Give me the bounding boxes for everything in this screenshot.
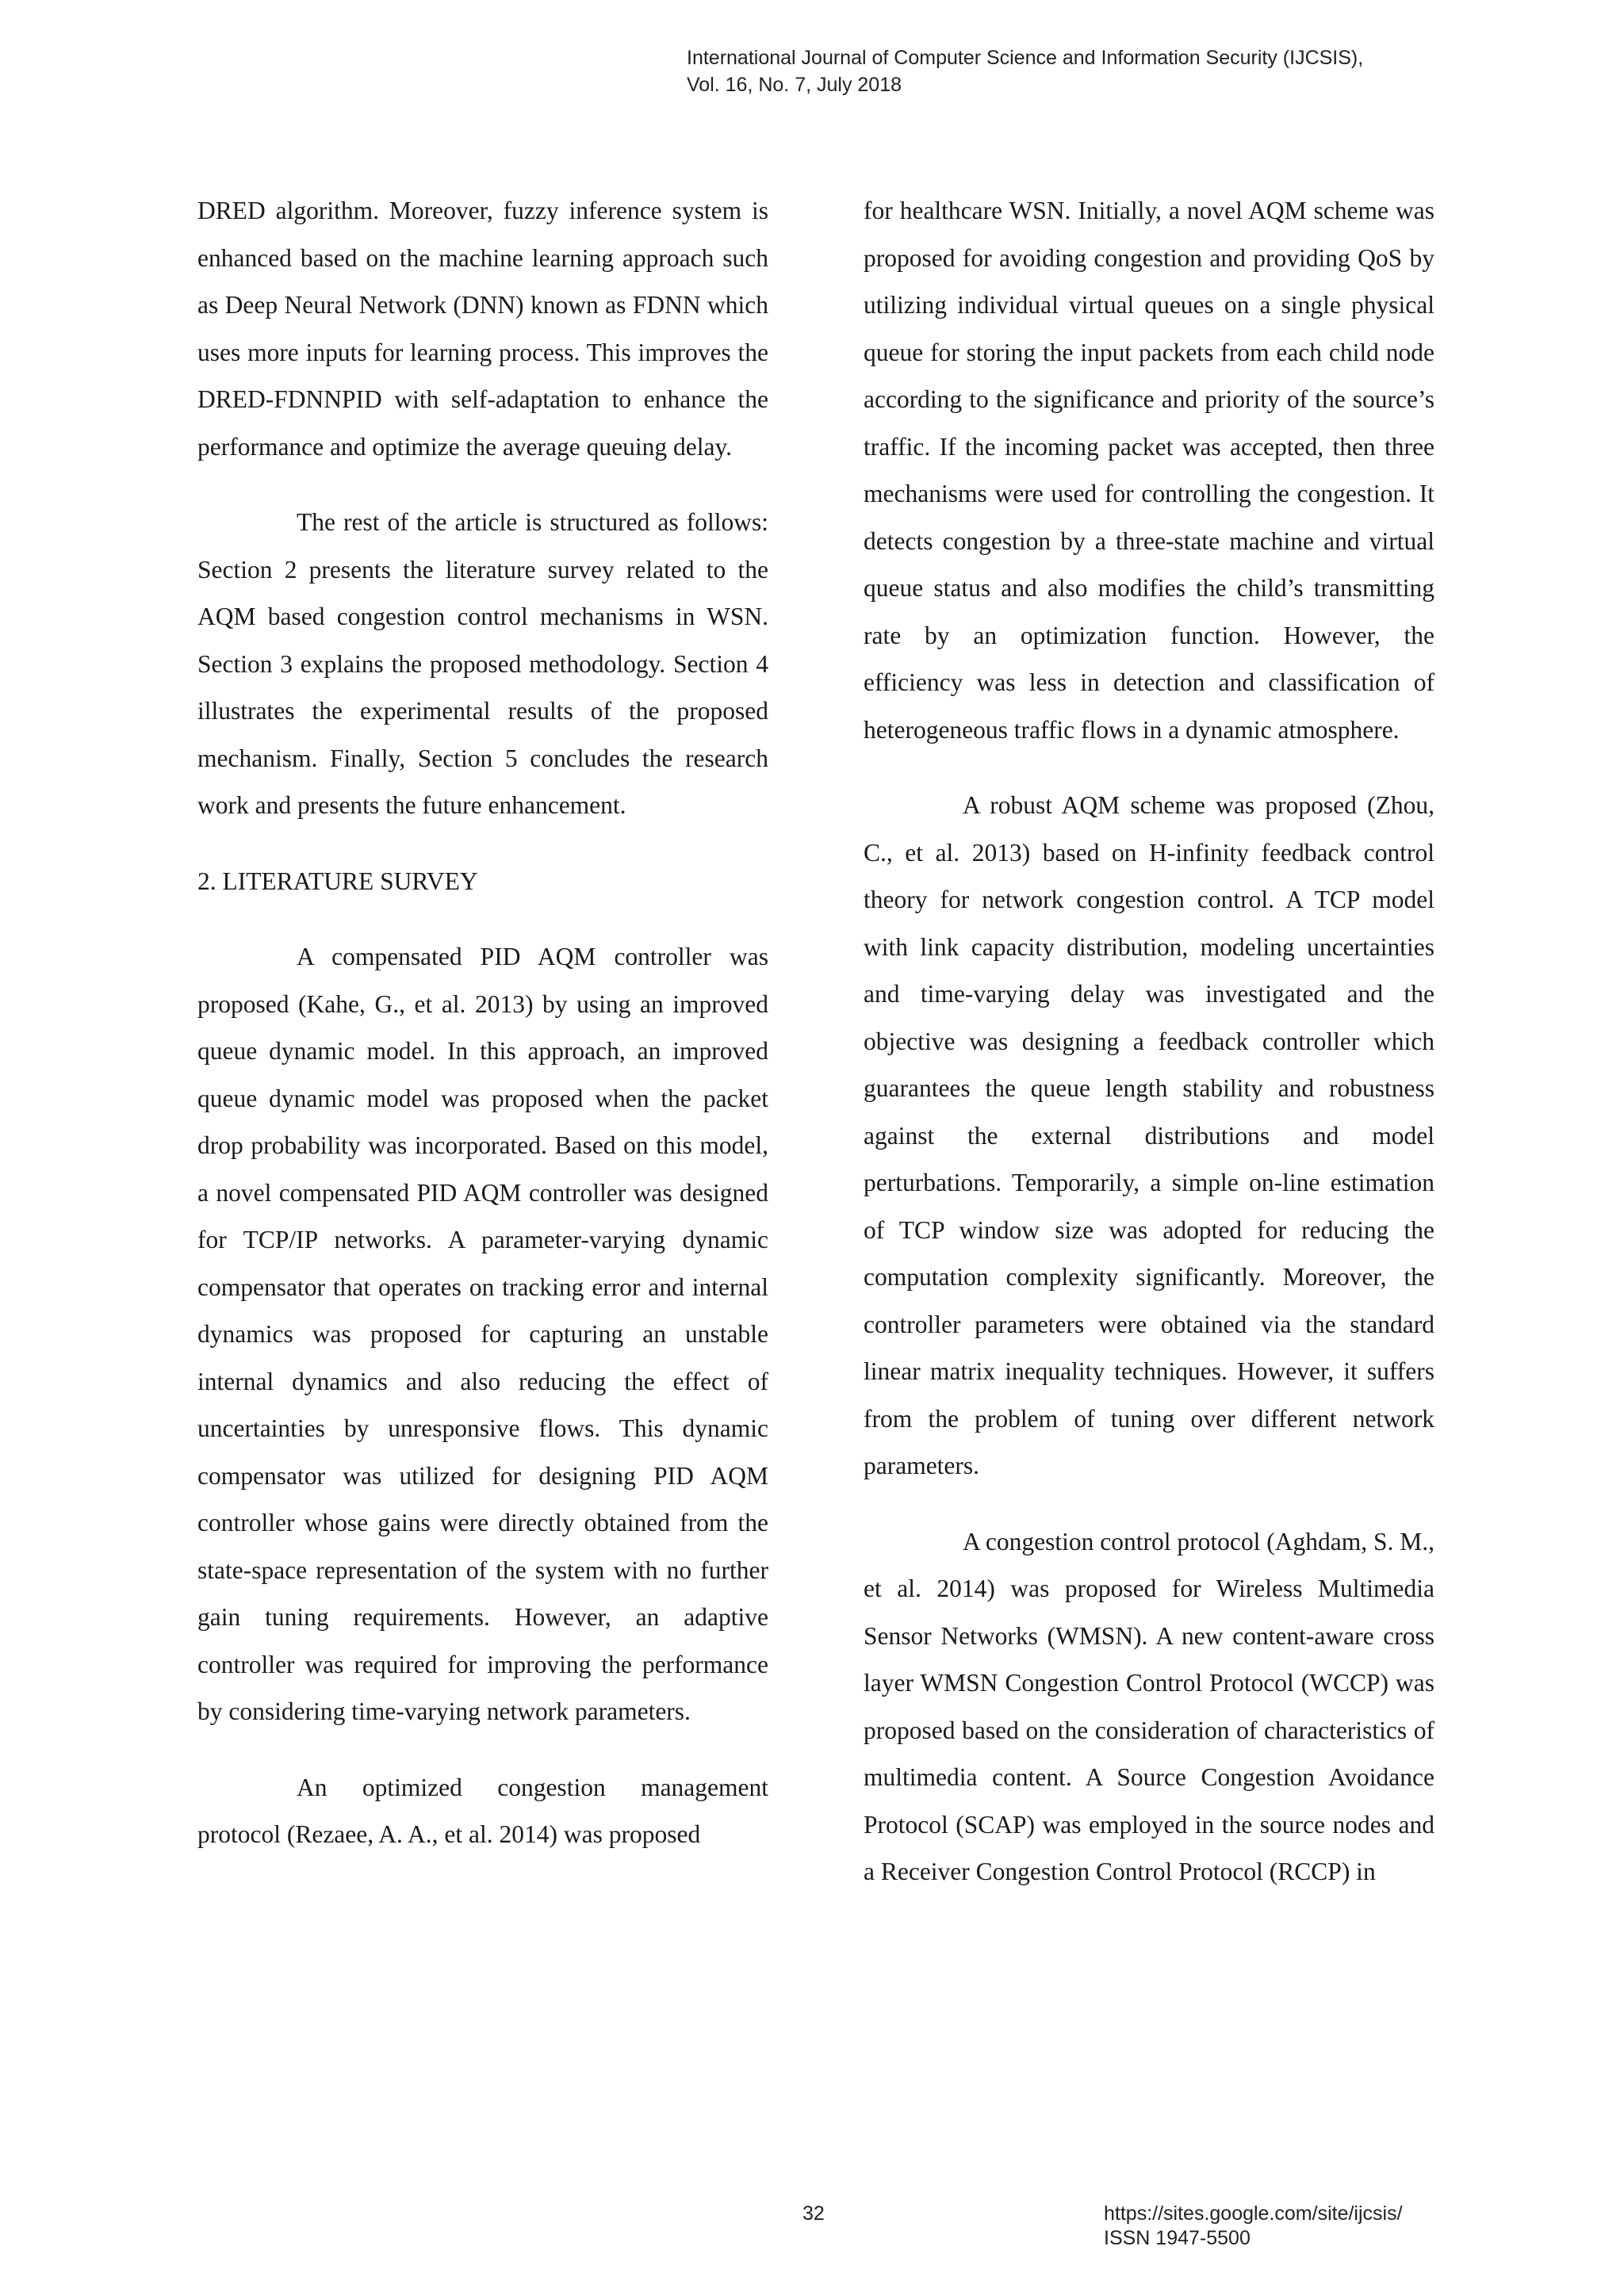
footer-url: https://sites.google.com/site/ijcsis/ — [1104, 2202, 1403, 2225]
footer-issn: ISSN 1947-5500 — [1104, 2227, 1251, 2249]
page-number: 32 — [802, 2202, 825, 2225]
paragraph-article-structure: The rest of the article is structured as follows: Section 2 presents the literature survey related to the AQM based congestion control mechanisms in WSN. Section 3 explains the proposed methodology. Section 4 illustrates the experimental results of the proposed mechanism. Finally, Section 5 concludes the research work and presents the future enhancement. — [197, 508, 768, 819]
paragraph-wmsn-protocol: A congestion control protocol (Aghdam, S. M., et al. 2014) was proposed for Wireless Multimedia Sensor Networks (WMSN). A new content-aware cross layer WMSN Congestion Control Protocol (WCCP) was proposed based on the consideration of characteristics of multimedia content. A Source Congestion Avoidance Protocol (SCAP) was employed in the source nodes and a Receiver Congestion Control Protocol (RCCP) in — [864, 1527, 1434, 1885]
paragraph-intro-end: DRED algorithm. Moreover, fuzzy inference system is enhanced based on the machine learning approach such as Deep Neural Network (DNN) known as FDNN which uses more inputs for learning process. This improves the DRED-FDNNPID with self-adaptation to enhance the performance and optimize the average queuing delay. — [197, 197, 768, 461]
paragraph-healthcare-wsn: for healthcare WSN. Initially, a novel AQM scheme was proposed for avoiding congestion and providing QoS by utilizing individual virtual queues on a single physical queue for storing the input packets from each child node according to the significance and priority of the source’s traffic. If the incoming packet was accepted, then three mechanisms were used for controlling the congestion. It detects congestion by a three-state machine and virtual queue status and also modifies the child’s transmitting rate by an optimization function. However, the efficiency was less in detection and classification of heterogeneous traffic flows in a dynamic atmosphere. — [864, 197, 1434, 744]
journal-header — [687, 44, 1363, 98]
section-heading-literature-survey: 2. LITERATURE SURVEY — [197, 867, 478, 895]
paragraph-compensated-pid: A compensated PID AQM controller was proposed (Kahe, G., et al. 2013) by using an improved queue dynamic model. In this approach, an improved queue dynamic model was proposed when the packet drop probability was incorporated. Based on this model, a novel compensated PID AQM controller was designed for TCP/IP networks. A parameter-varying dynamic compensator that operates on tracking error and internal dynamics was proposed for capturing an unstable internal dynamics and also reducing the effect of uncertainties by unresponsive flows. This dynamic compensator was utilized for designing PID AQM controller whose gains were directly obtained from the state-space representation of the system with no further gain tuning requirements. However, an adaptive controller was required for improving the performance by considering time-varying network parameters. — [197, 943, 768, 1725]
journal-title-line: International Journal of Computer Science and Information Security (IJCSIS), — [687, 47, 1364, 69]
paragraph-robust-aqm: A robust AQM scheme was proposed (Zhou, C., et al. 2013) based on H-infinity feedback control theory for network congestion control. A TCP model with link capacity distribution, modeling uncertainties and time-varying delay was investigated and the objective was designing a feedback controller which guarantees the queue length stability and robustness against the external distributions and model perturbations. Temporarily, a simple on-line estimation of TCP window size was adopted for reducing the computation complexity significantly. Moreover, the controller parameters were obtained via the standard linear matrix inequality techniques. However, it suffers from the problem of tuning over different network parameters. — [864, 791, 1434, 1479]
paragraph-optimized-congestion: An optimized congestion management protocol (Rezaee, A. A., et al. 2014) was proposed — [197, 1773, 768, 1848]
left-column — [197, 187, 768, 1887]
journal-volume-line: Vol. 16, No. 7, July 2018 — [687, 74, 902, 96]
footer-info — [1104, 2202, 1403, 2251]
right-column — [864, 187, 1434, 1924]
